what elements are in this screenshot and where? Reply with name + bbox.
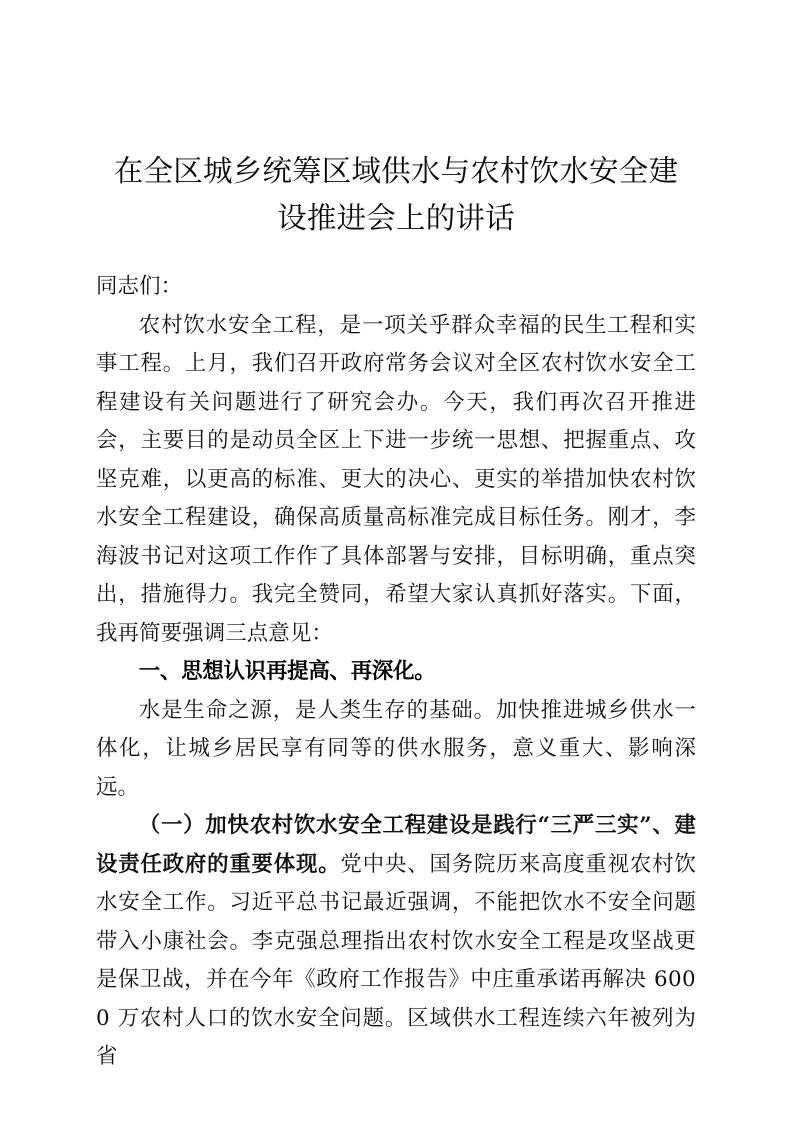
subsection-heading-1: （一）加快农村饮水安全工程建设是践行“三严三实”、建设责任政府的重要体现。 xyxy=(96,813,696,877)
body-paragraph-1: 农村饮水安全工程，是一项关乎群众幸福的民生工程和实事工程。上月，我们召开政府常务会议对全区农村饮水安全工程建设有关问题进行了研究会办。今天，我们再次召开推进会，主要目的是动员全区上下进一步统一思想、把握重点、攻坚克难，以更高的标准、更大的决心、更实的举措加快农村饮水安全工程建设，确保高质量高标准完成目标任务。刚才，李海波书记对这项工作作了具体部署与安排，目标明确，重点突出，措施得力。我完全赞同，希望大家认真抓好落实。下面，我再简要强调三点意见： xyxy=(96,312,696,646)
subsection-text-b: 万农村人口的饮水安全问题。区域供水工程连续六年被列为省 xyxy=(96,1005,696,1069)
document-content xyxy=(96,0,696,1077)
page-title: 在全区城乡统筹区域供水与农村饮水安全建设推进会上的讲话 xyxy=(113,154,679,235)
subsection-text-a: 党中央、国务院历来高度重视农村饮水安全工作。习近平总书记最近强调，不能把饮水不安全问题带入小康社会。李克强总理指出农村饮水安全工程是攻坚战更是保卫战，并在今年《政府工作报告》中庄重承诺再解决 xyxy=(96,851,696,992)
salutation-paragraph: 同志们： xyxy=(96,274,183,299)
body-paragraph-3 xyxy=(96,807,696,1077)
subsection-number: 6000 xyxy=(96,967,696,1031)
body-paragraph-2: 水是生命之源，是人类生存的基础。加快推进城乡供水一体化，让城乡居民享有同等的供水服务，意义重大、影响深远。 xyxy=(96,697,696,800)
section-heading-1: 一、思想认识再提高、再深化。 xyxy=(138,659,436,684)
